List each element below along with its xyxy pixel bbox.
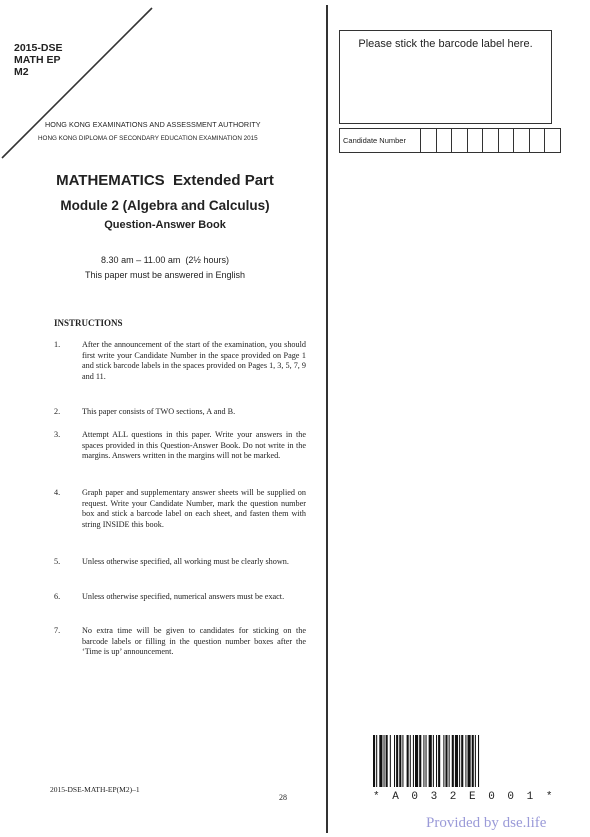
paper-code-line-1: 2015-DSE — [14, 42, 63, 54]
candidate-number-cell[interactable] — [452, 129, 468, 152]
book-title: Question-Answer Book — [104, 219, 226, 231]
instruction-text: After the announcement of the start of the examination, you should first write your Candidate Number in the space provided on Page 1 and stick barcode labels in the spaces provided on Pages 1, 3, 5, 7, 9 and 11. — [82, 340, 306, 381]
instruction-text: Attempt ALL questions in this paper. Write your answers in the spaces provided in this Question-Answer Book. Do not write in the margins. Answers written in the margins will not be marked. — [82, 430, 306, 461]
candidate-number-cell[interactable] — [514, 129, 530, 152]
module-title: Module 2 (Algebra and Calculus) — [60, 198, 270, 213]
instructions-heading: INSTRUCTIONS — [54, 318, 123, 328]
instruction-item — [54, 626, 306, 658]
instruction-text: Unless otherwise specified, all working must be clearly shown. — [82, 557, 289, 566]
instruction-number: 4. — [54, 488, 61, 497]
subject-title: MATHEMATICS Extended Part — [56, 172, 274, 189]
instruction-item — [54, 557, 306, 568]
barcode-label-prompt: Please stick the barcode label here. — [358, 38, 533, 50]
candidate-number-cell[interactable] — [483, 129, 499, 152]
instruction-number: 1. — [54, 340, 61, 349]
corner-diagonal-line — [0, 0, 170, 170]
paper-code-line-2: MATH EP — [14, 54, 61, 66]
instruction-number: 2. — [54, 407, 61, 416]
paper-code-corner — [14, 42, 62, 78]
authority-name: HONG KONG EXAMINATIONS AND ASSESSMENT AUTHORITY — [45, 120, 261, 129]
instruction-item — [54, 488, 306, 530]
vertical-divider — [326, 5, 328, 833]
instruction-item — [54, 340, 306, 382]
page-number: 28 — [279, 793, 287, 802]
instruction-text: Graph paper and supplementary answer sheets will be supplied on request. Write your Candidate Number, mark the question number box and stick a barcode label on each sheet, and fasten them with string INSIDE this book. — [82, 488, 306, 529]
exam-time: 8.30 am – 11.00 am (2½ hours) — [101, 255, 229, 265]
candidate-number-label: Candidate Number — [340, 129, 421, 152]
instruction-item — [54, 592, 306, 603]
instruction-number: 7. — [54, 626, 61, 635]
candidate-number-cell[interactable] — [499, 129, 515, 152]
instruction-item — [54, 407, 306, 418]
footer-paper-code: 2015-DSE-MATH-EP(M2)–1 — [50, 785, 140, 794]
language-note: This paper must be answered in English — [84, 270, 246, 280]
instruction-number: 6. — [54, 592, 61, 601]
instruction-item — [54, 430, 306, 462]
candidate-number-cell[interactable] — [437, 129, 453, 152]
barcode-label-box — [339, 30, 552, 124]
diploma-name: HONG KONG DIPLOMA OF SECONDARY EDUCATION EXAMINATION 2015 — [38, 135, 258, 142]
candidate-number-field[interactable] — [339, 128, 561, 153]
instruction-number: 5. — [54, 557, 61, 566]
instruction-text: This paper consists of TWO sections, A and B. — [82, 407, 236, 416]
candidate-number-cell[interactable] — [545, 129, 560, 152]
barcode-text: * A 0 3 2 E 0 0 1 * — [373, 791, 556, 803]
instruction-text: No extra time will be given to candidates for sticking on the barcode labels or filling in the question number boxes after the ‘Time is up’ announcement. — [82, 626, 306, 657]
paper-code-line-3: M2 — [14, 66, 29, 78]
candidate-number-cell[interactable] — [530, 129, 546, 152]
instruction-text: Unless otherwise specified, numerical answers must be exact. — [82, 592, 285, 601]
candidate-number-cell[interactable] — [468, 129, 484, 152]
instruction-number: 3. — [54, 430, 61, 439]
watermark: Provided by dse.life — [426, 815, 547, 831]
candidate-number-cell[interactable] — [421, 129, 437, 152]
barcode-image — [373, 735, 550, 787]
